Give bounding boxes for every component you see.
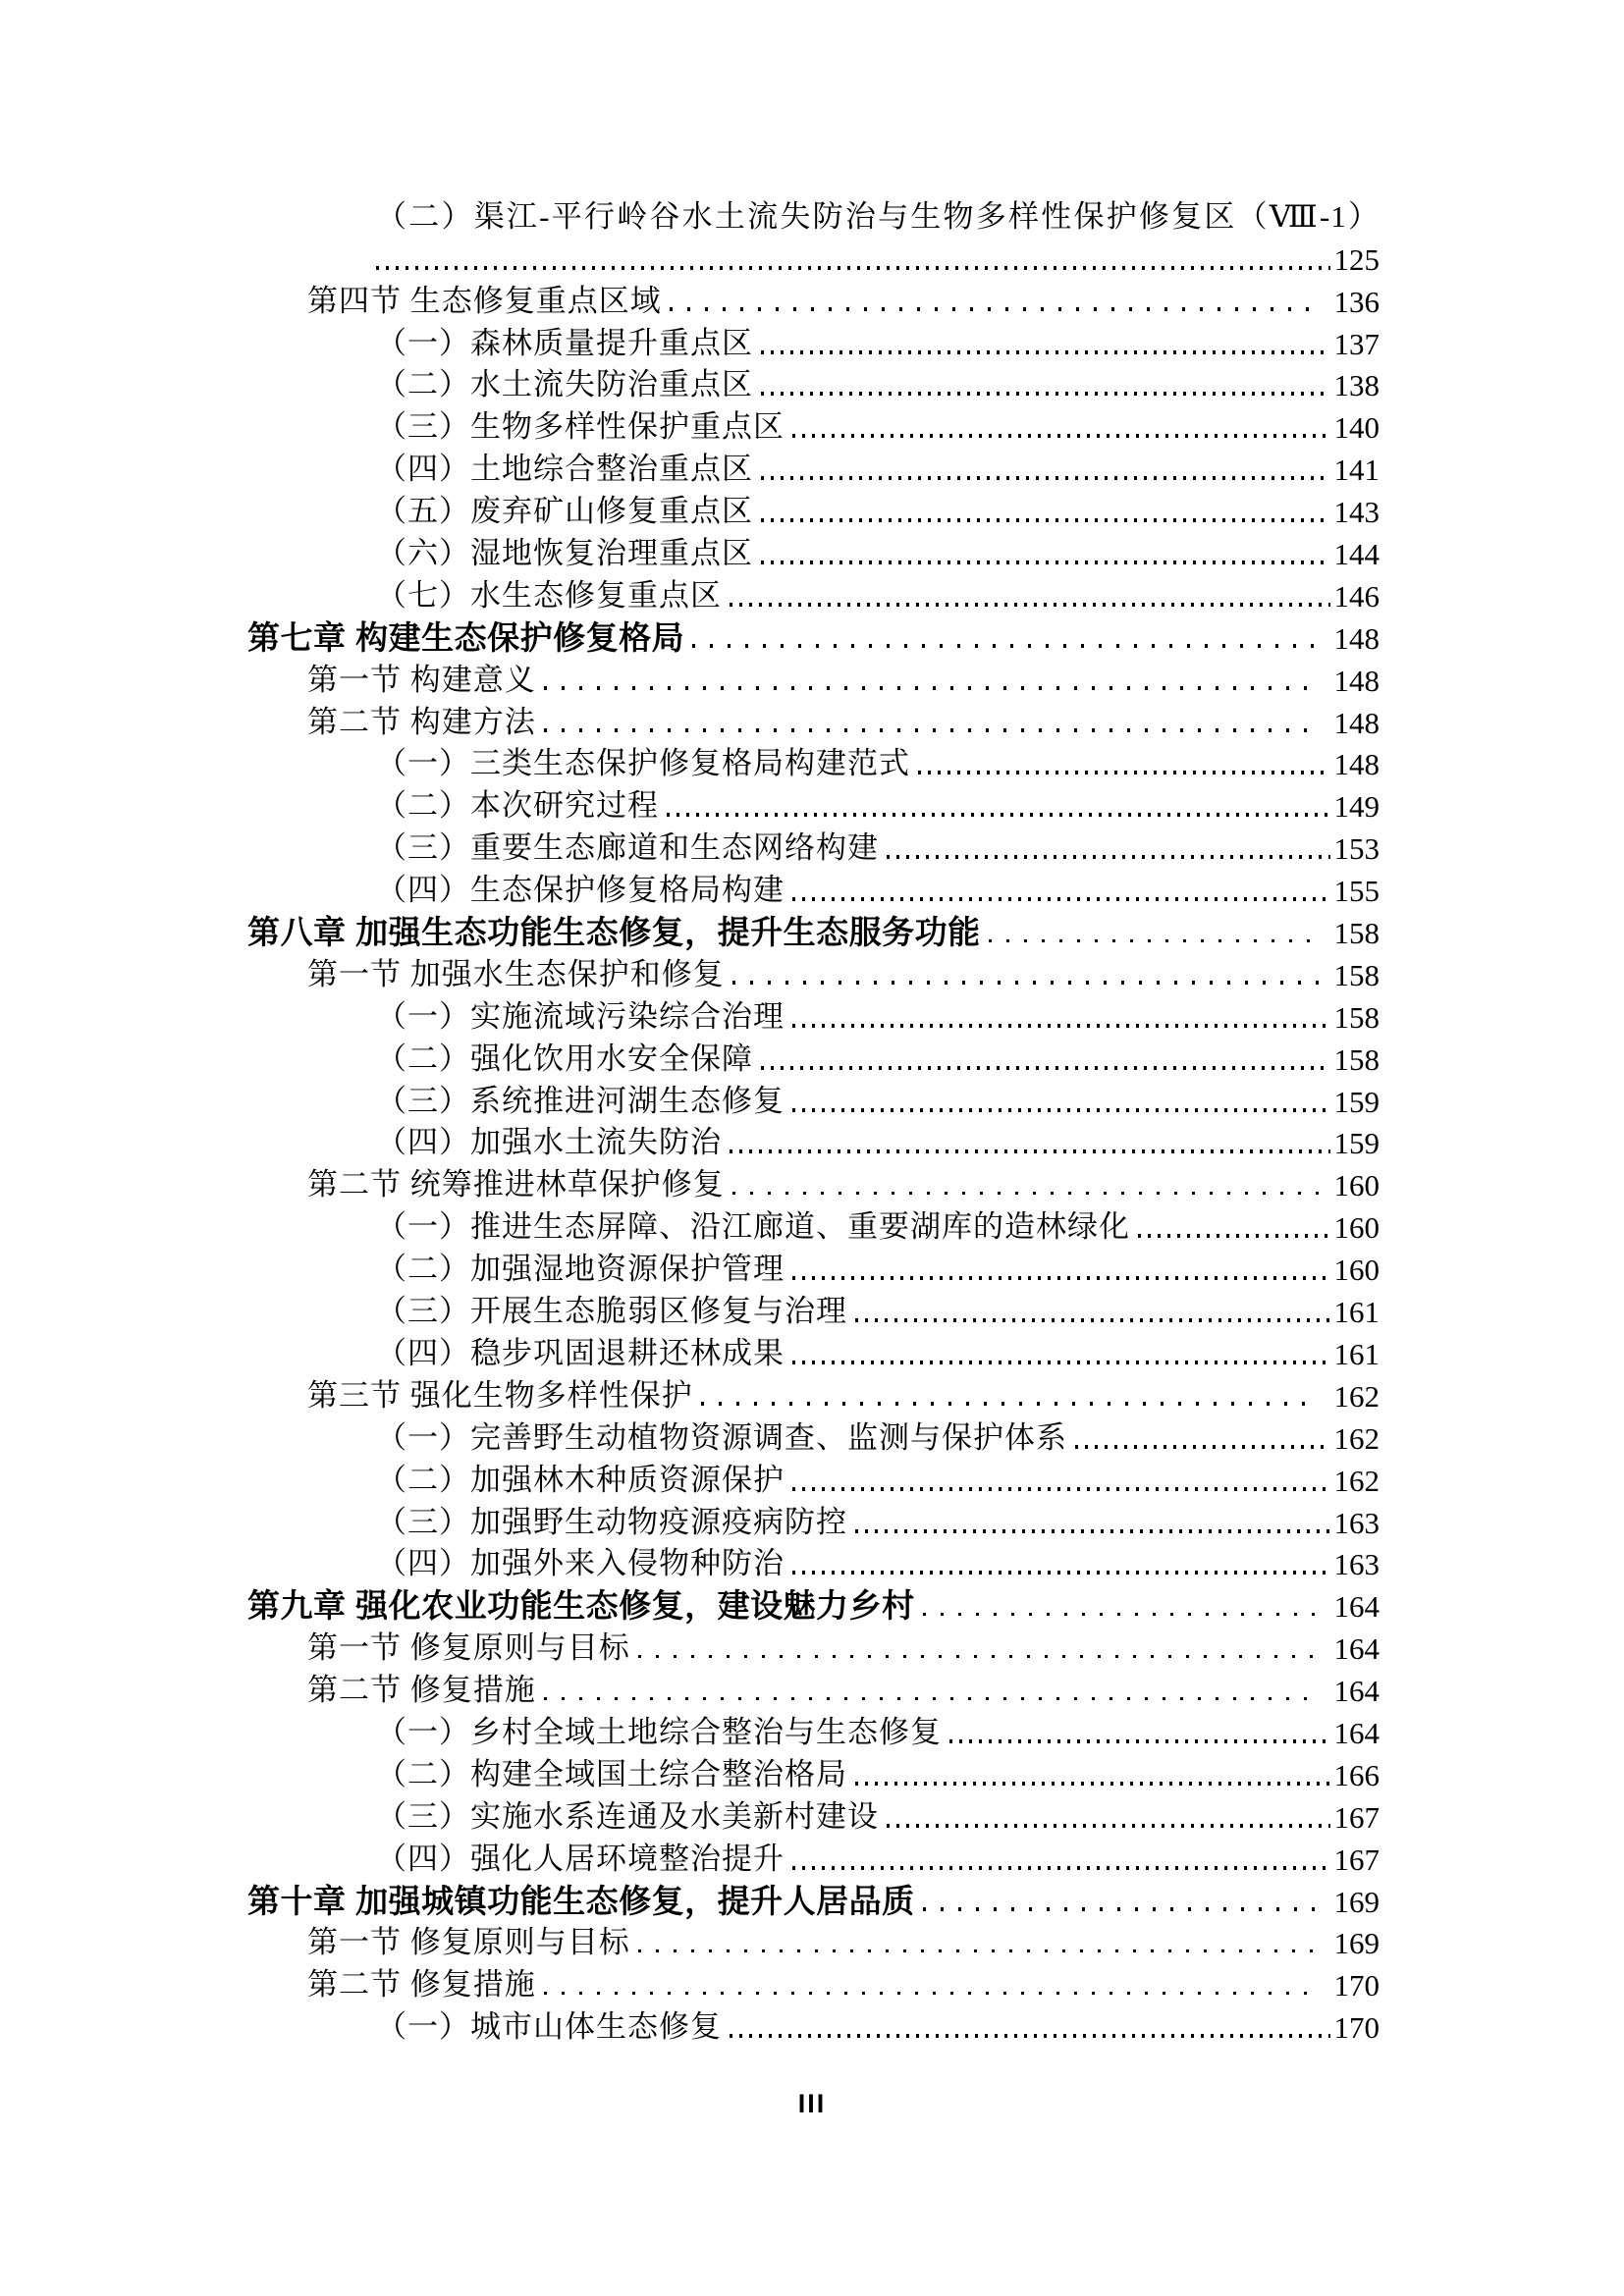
toc-page-number: 153 <box>1333 831 1380 867</box>
toc-entry-row <box>247 1333 1380 1375</box>
toc-dot-leader <box>376 266 1330 270</box>
toc-page-number: 167 <box>1333 1842 1380 1877</box>
toc-entry-row <box>247 1291 1380 1333</box>
toc-dot-leader <box>989 939 1319 943</box>
toc-dot-leader <box>792 1276 1330 1280</box>
toc-page-number: 167 <box>1333 1799 1380 1835</box>
toc-page-number: 148 <box>1333 620 1380 656</box>
toc-dot-leader <box>761 350 1330 354</box>
toc-dot-leader <box>923 1907 1319 1911</box>
toc-entry-title: （一）城市山体生态修复 <box>376 2009 722 2045</box>
toc-page-number: 158 <box>1333 916 1380 951</box>
toc-entry-title: （三）生物多样性保护重点区 <box>376 409 785 445</box>
toc-dot-leader <box>638 1949 1319 1953</box>
toc-page-number: 155 <box>1333 874 1380 909</box>
toc-entry-row <box>247 196 1380 239</box>
toc-entry-row <box>247 1164 1380 1206</box>
toc-dot-leader <box>544 728 1319 732</box>
toc-entry-title: （三）实施水系连通及水美新村建设 <box>376 1798 879 1834</box>
toc-entry-title: 第一节 构建意义 <box>307 662 536 697</box>
toc-entry-title: （一）三类生态保护修复格局构建范式 <box>376 746 910 781</box>
toc-page-number: 125 <box>1333 241 1380 277</box>
toc-entry-row <box>247 406 1380 449</box>
toc-page-number: 170 <box>1333 1968 1380 2003</box>
toc-entry-title: 第一节 加强水生态保护和修复 <box>307 956 725 991</box>
toc-dot-leader <box>918 771 1330 774</box>
toc-dot-leader <box>761 561 1330 564</box>
toc-entry-title: 第八章 加强生态功能生态修复，提升生态服务功能 <box>247 914 981 951</box>
toc-entry-row <box>247 660 1380 702</box>
toc-page-number: 138 <box>1333 368 1380 403</box>
toc-entry-title: 第四节 生态修复重点区域 <box>307 283 662 318</box>
toc-entry-row <box>247 1544 1380 1586</box>
toc-entry-row <box>247 575 1380 617</box>
toc-entry-title: （二）构建全域国土综合整治格局 <box>376 1756 847 1791</box>
toc-dot-leader <box>732 1192 1319 1196</box>
toc-page-number: 148 <box>1333 747 1380 782</box>
toc-page-number: 158 <box>1333 999 1380 1035</box>
toc-entry-row <box>247 1628 1380 1670</box>
toc-dot-leader <box>855 1782 1330 1786</box>
toc-dot-leader <box>730 603 1330 607</box>
toc-entry-row <box>247 281 1380 323</box>
toc-entry-row <box>247 533 1380 575</box>
toc-page-number: 170 <box>1333 2010 1380 2046</box>
toc-dot-leader <box>730 1149 1330 1153</box>
toc-entry-row <box>247 1460 1380 1502</box>
toc-dot-leader <box>792 1866 1330 1870</box>
toc-page-number: 146 <box>1333 578 1380 614</box>
toc-entry-title: （一）实施流域污染综合治理 <box>376 998 785 1034</box>
toc-entry-title: （三）加强野生动物疫源疫病防控 <box>376 1504 847 1539</box>
toc-entry-row <box>247 491 1380 533</box>
toc-entry-row <box>247 828 1380 870</box>
toc-entry-row <box>247 449 1380 491</box>
toc-dot-leader <box>544 1992 1319 1996</box>
toc-entry-row <box>247 1206 1380 1249</box>
toc-entry-title: （四）加强水土流失防治 <box>376 1125 722 1160</box>
toc-entry-title: （二）本次研究过程 <box>376 788 659 824</box>
toc-page-number: 164 <box>1333 1631 1380 1667</box>
toc-entry-title: （四）稳步巩固退耕还林成果 <box>376 1335 785 1370</box>
toc-dot-leader <box>1138 1234 1330 1238</box>
toc-page-number: 159 <box>1333 1084 1380 1119</box>
toc-page-number: 140 <box>1333 410 1380 446</box>
footer-page-number: III <box>797 2089 827 2118</box>
toc-entry-title: （二）水土流失防治重点区 <box>376 367 753 402</box>
toc-entry-title: （四）强化人居环境整治提升 <box>376 1841 785 1876</box>
toc-page-number: 143 <box>1333 495 1380 530</box>
toc-dot-leader <box>887 855 1330 859</box>
toc-entry-title: 第七章 构建生态保护修复格局 <box>247 618 685 656</box>
toc-page-number: 164 <box>1333 1715 1380 1750</box>
toc-entry-title: （二）强化饮用水安全保障 <box>376 1041 753 1076</box>
toc-page-number: 159 <box>1333 1126 1380 1161</box>
toc-entry-title: 第二节 修复措施 <box>307 1967 536 2002</box>
toc-entry-row <box>247 1881 1380 1923</box>
toc-entry-title: （二）渠江-平行岭谷水土流失防治与生物多样性保护修复区（Ⅷ-1） <box>376 198 1380 234</box>
toc-dot-leader <box>667 813 1330 817</box>
toc-dot-leader <box>638 1655 1319 1659</box>
toc-entry-title: 第一节 修复原则与目标 <box>307 1925 630 1960</box>
toc-page-number: 160 <box>1333 1168 1380 1203</box>
toc-page-number: 162 <box>1333 1420 1380 1456</box>
toc-entry-row <box>247 1585 1380 1628</box>
toc-entry-row <box>247 1796 1380 1839</box>
toc-page-number: 158 <box>1333 1041 1380 1077</box>
toc-entry-title: （三）系统推进河湖生态修复 <box>376 1083 785 1118</box>
toc-dot-leader <box>544 1697 1319 1701</box>
toc-entry-row <box>247 1039 1380 1081</box>
toc-entry-row <box>247 1670 1380 1712</box>
toc-dot-leader <box>761 1066 1330 1070</box>
toc-entry-row <box>247 1754 1380 1796</box>
toc-entry-title: （一）推进生态屏障、沿江廊道、重要湖库的造林绿化 <box>376 1209 1130 1245</box>
toc-entry-row <box>247 239 1380 281</box>
toc-dot-leader <box>792 1361 1330 1364</box>
toc-dot-leader <box>923 1613 1319 1617</box>
toc-page-number: 164 <box>1333 1589 1380 1625</box>
toc-entry-row <box>247 1502 1380 1544</box>
toc-entry-row <box>247 1964 1380 2006</box>
toc-entry-row <box>247 617 1380 660</box>
toc-dot-leader <box>792 1108 1330 1112</box>
toc-entry-title: （一）森林质量提升重点区 <box>376 325 753 360</box>
toc-page-number: 137 <box>1333 326 1380 361</box>
toc-page-number: 162 <box>1333 1378 1380 1414</box>
toc-entry-title: （二）加强林木种质资源保护 <box>376 1462 785 1497</box>
toc-page-number: 158 <box>1333 957 1380 992</box>
toc-entry-title: （三）开展生态脆弱区修复与治理 <box>376 1294 847 1329</box>
toc-dot-leader <box>855 1529 1330 1533</box>
toc-page-number: 148 <box>1333 663 1380 698</box>
toc-page-number: 136 <box>1333 284 1380 319</box>
toc-entry-title: （三）重要生态廊道和生态网络构建 <box>376 830 879 866</box>
toc-page-number: 144 <box>1333 537 1380 572</box>
toc-entry-title: 第一节 修复原则与目标 <box>307 1630 630 1666</box>
toc-entry-title: 第二节 修复措施 <box>307 1673 536 1708</box>
page-footer <box>0 2089 1624 2119</box>
toc-page-number: 166 <box>1333 1757 1380 1792</box>
toc-page-number: 162 <box>1333 1463 1380 1498</box>
toc-page-number: 169 <box>1333 1884 1380 1919</box>
toc-entry-title: （四）生态保护修复格局构建 <box>376 873 785 908</box>
toc-entry-row <box>247 702 1380 744</box>
toc-dot-leader <box>701 1402 1319 1406</box>
toc-entry-row <box>247 954 1380 996</box>
toc-dot-leader <box>949 1739 1330 1743</box>
toc-entry-row <box>247 1249 1380 1291</box>
toc-entry-title: （七）水生态修复重点区 <box>376 577 722 613</box>
toc-dot-leader <box>761 518 1330 522</box>
toc-entry-row <box>247 1417 1380 1460</box>
toc-page-number: 160 <box>1333 1253 1380 1288</box>
toc-page-number: 164 <box>1333 1674 1380 1709</box>
toc-list <box>247 196 1380 2049</box>
toc-entry-row <box>247 1712 1380 1754</box>
toc-entry-title: 第二节 统筹推进林草保护修复 <box>307 1167 725 1202</box>
toc-dot-leader <box>761 476 1330 480</box>
toc-dot-leader <box>692 644 1318 648</box>
toc-entry-row <box>247 365 1380 407</box>
toc-entry-title: 第二节 构建方法 <box>307 704 536 739</box>
toc-entry-title: （四）土地综合整治重点区 <box>376 452 753 487</box>
toc-entry-row <box>247 1081 1380 1123</box>
toc-dot-leader <box>544 686 1319 690</box>
toc-entry-row <box>247 1923 1380 1965</box>
toc-page-number: 148 <box>1333 705 1380 740</box>
toc-dot-leader <box>792 1487 1330 1491</box>
toc-dot-leader <box>855 1318 1330 1322</box>
toc-entry-row <box>247 912 1380 954</box>
toc-entry-row <box>247 2006 1380 2049</box>
toc-dot-leader <box>761 392 1330 396</box>
toc-entry-title: （五）废弃矿山修复重点区 <box>376 494 753 529</box>
toc-dot-leader <box>792 897 1330 901</box>
toc-page-number: 161 <box>1333 1295 1380 1330</box>
toc-entry-title: 第九章 强化农业功能生态修复，建设魅力乡村 <box>247 1587 915 1625</box>
toc-page-number: 163 <box>1333 1505 1380 1540</box>
toc-entry-title: （六）湿地恢复治理重点区 <box>376 536 753 571</box>
toc-entry-title: （一）完善野生动植物资源调查、监测与保护体系 <box>376 1419 1067 1455</box>
toc-dot-leader <box>792 1024 1330 1028</box>
toc-entry-title: 第十章 加强城镇功能生态修复，提升人居品质 <box>247 1882 915 1919</box>
toc-page-number: 169 <box>1333 1926 1380 1961</box>
toc-entry-title: （二）加强湿地资源保护管理 <box>376 1252 785 1287</box>
toc-dot-leader <box>792 1571 1330 1575</box>
toc-entry-row <box>247 1123 1380 1165</box>
toc-dot-leader <box>670 307 1319 311</box>
toc-page-number: 161 <box>1333 1336 1380 1371</box>
toc-entry-title: 第三节 强化生物多样性保护 <box>307 1377 693 1413</box>
toc-dot-leader <box>1075 1445 1330 1449</box>
toc-page-number: 163 <box>1333 1547 1380 1582</box>
toc-entry-row <box>247 996 1380 1039</box>
toc-entry-row <box>247 1375 1380 1417</box>
toc-dot-leader <box>732 981 1319 985</box>
toc-entry-row <box>247 785 1380 828</box>
toc-dot-leader <box>792 434 1330 438</box>
toc-entry-row <box>247 1839 1380 1881</box>
toc-entry-title: （四）加强外来入侵物种防治 <box>376 1546 785 1581</box>
toc-entry-title: （一）乡村全域土地综合整治与生态修复 <box>376 1714 942 1749</box>
toc-page-number: 149 <box>1333 789 1380 825</box>
toc-entry-row <box>247 870 1380 912</box>
toc-dot-leader <box>730 2034 1330 2038</box>
toc-entry-row <box>247 323 1380 365</box>
toc-page-number: 160 <box>1333 1210 1380 1246</box>
toc-page-number: 141 <box>1333 453 1380 488</box>
toc-dot-leader <box>887 1824 1330 1828</box>
toc-entry-row <box>247 744 1380 786</box>
